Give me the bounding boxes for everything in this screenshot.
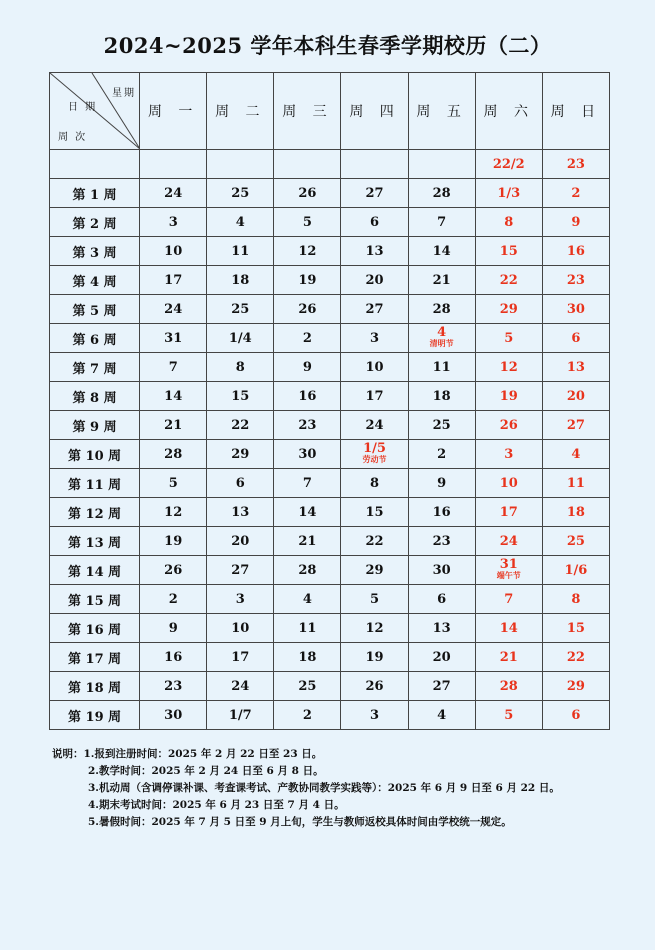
date-cell: 3	[341, 701, 408, 730]
date-cell: 17	[475, 498, 542, 527]
day-header-fri: 周 五	[408, 73, 475, 150]
date-cell: 20	[207, 527, 274, 556]
date-cell: 22	[341, 527, 408, 556]
date-cell: 27	[408, 672, 475, 701]
date-cell: 20	[542, 382, 609, 411]
date-cell	[475, 556, 542, 585]
week-label: 第 9 周	[50, 411, 140, 440]
date-cell: 1/3	[475, 179, 542, 208]
date-cell: 26	[475, 411, 542, 440]
date-cell: 17	[140, 266, 207, 295]
date-cell: 2	[274, 324, 341, 353]
date-cell: 16	[542, 237, 609, 266]
week-row	[50, 498, 610, 527]
week-row	[50, 440, 610, 469]
date-cell: 12	[341, 614, 408, 643]
date-value: 4	[437, 325, 447, 340]
date-cell	[341, 150, 408, 179]
week-row	[50, 672, 610, 701]
note-item-4: 4.期末考试时间：2025 年 6 月 23 日至 7 月 4 日。	[88, 799, 345, 811]
week-row	[50, 353, 610, 382]
date-cell: 15	[542, 614, 609, 643]
pre-week-label	[50, 150, 140, 179]
date-cell: 31	[140, 324, 207, 353]
week-label: 第 2 周	[50, 208, 140, 237]
date-cell: 6	[542, 701, 609, 730]
date-cell: 26	[274, 295, 341, 324]
date-cell: 20	[341, 266, 408, 295]
page-title: 2024~2025 学年本科生春季学期校历（二）	[103, 33, 552, 58]
date-cell: 5	[140, 469, 207, 498]
date-cell: 10	[341, 353, 408, 382]
date-cell: 10	[475, 469, 542, 498]
calendar-table	[49, 72, 610, 730]
date-cell: 6	[408, 585, 475, 614]
date-cell: 6	[341, 208, 408, 237]
date-cell: 25	[408, 411, 475, 440]
week-label: 第 15 周	[50, 585, 140, 614]
date-cell: 24	[207, 672, 274, 701]
date-cell: 2	[542, 179, 609, 208]
date-cell: 11	[274, 614, 341, 643]
date-cell: 28	[475, 672, 542, 701]
date-cell	[341, 440, 408, 469]
week-row	[50, 469, 610, 498]
date-cell: 3	[341, 324, 408, 353]
date-cell: 3	[207, 585, 274, 614]
date-value: 31	[499, 557, 518, 572]
week-label: 第 13 周	[50, 527, 140, 556]
date-cell: 23	[274, 411, 341, 440]
holiday-label: 清明节	[429, 338, 454, 348]
date-cell: 14	[274, 498, 341, 527]
date-cell: 8	[341, 469, 408, 498]
date-cell: 17	[341, 382, 408, 411]
date-cell: 2	[408, 440, 475, 469]
date-cell: 25	[207, 295, 274, 324]
date-cell: 2	[140, 585, 207, 614]
holiday-label: 端午节	[496, 570, 521, 580]
date-cell: 18	[542, 498, 609, 527]
week-row	[50, 266, 610, 295]
week-label: 第 1 周	[50, 179, 140, 208]
date-cell: 14	[408, 237, 475, 266]
date-cell: 30	[140, 701, 207, 730]
date-cell: 15	[207, 382, 274, 411]
date-cell: 30	[408, 556, 475, 585]
date-cell: 10	[140, 237, 207, 266]
pre-week-row	[50, 150, 610, 179]
date-cell: 29	[542, 672, 609, 701]
date-cell: 30	[542, 295, 609, 324]
week-label: 第 8 周	[50, 382, 140, 411]
date-cell: 21	[274, 527, 341, 556]
week-row	[50, 237, 610, 266]
week-label: 第 12 周	[50, 498, 140, 527]
date-cell: 4	[408, 701, 475, 730]
week-row	[50, 556, 610, 585]
week-row	[50, 324, 610, 353]
date-cell: 13	[408, 614, 475, 643]
corner-header-cell	[50, 73, 140, 150]
date-cell: 8	[542, 585, 609, 614]
week-row	[50, 179, 610, 208]
date-cell: 21	[475, 643, 542, 672]
week-label: 第 10 周	[50, 440, 140, 469]
date-cell: 1/7	[207, 701, 274, 730]
date-cell: 3	[140, 208, 207, 237]
date-cell	[408, 150, 475, 179]
date-cell: 7	[274, 469, 341, 498]
date-cell: 30	[274, 440, 341, 469]
weeks-body	[50, 179, 610, 730]
date-cell: 1/6	[542, 556, 609, 585]
week-row	[50, 643, 610, 672]
date-cell: 9	[140, 614, 207, 643]
week-row	[50, 701, 610, 730]
week-row	[50, 614, 610, 643]
week-row	[50, 411, 610, 440]
week-row	[50, 382, 610, 411]
date-cell: 28	[140, 440, 207, 469]
date-cell: 13	[542, 353, 609, 382]
date-cell: 5	[475, 701, 542, 730]
date-cell: 27	[542, 411, 609, 440]
date-cell: 29	[207, 440, 274, 469]
date-cell: 9	[542, 208, 609, 237]
week-row	[50, 527, 610, 556]
day-header-sat: 周 六	[475, 73, 542, 150]
date-cell: 27	[207, 556, 274, 585]
week-label: 第 16 周	[50, 614, 140, 643]
date-cell: 11	[207, 237, 274, 266]
header-row	[50, 73, 610, 150]
week-label: 第 17 周	[50, 643, 140, 672]
date-cell: 18	[408, 382, 475, 411]
date-cell: 5	[475, 324, 542, 353]
date-cell: 24	[341, 411, 408, 440]
date-cell: 4	[274, 585, 341, 614]
date-cell: 16	[274, 382, 341, 411]
week-row	[50, 295, 610, 324]
date-cell: 14	[140, 382, 207, 411]
day-header-thu: 周 四	[341, 73, 408, 150]
week-label: 第 19 周	[50, 701, 140, 730]
date-cell	[207, 150, 274, 179]
date-cell: 25	[207, 179, 274, 208]
date-cell: 26	[341, 672, 408, 701]
date-cell: 5	[274, 208, 341, 237]
note-item-2: 2.教学时间：2025 年 2 月 24 日至 6 月 8 日。	[88, 765, 324, 777]
week-label: 第 3 周	[50, 237, 140, 266]
notes-prefix: 说明：	[52, 748, 84, 760]
date-cell: 28	[408, 295, 475, 324]
date-cell: 15	[341, 498, 408, 527]
date-cell: 25	[274, 672, 341, 701]
date-cell: 19	[140, 527, 207, 556]
date-cell: 18	[274, 643, 341, 672]
week-label: 第 11 周	[50, 469, 140, 498]
date-cell: 24	[140, 295, 207, 324]
date-cell: 10	[207, 614, 274, 643]
date-cell: 12	[274, 237, 341, 266]
date-cell: 12	[475, 353, 542, 382]
date-cell: 9	[408, 469, 475, 498]
date-cell: 17	[207, 643, 274, 672]
date-cell: 23	[542, 266, 609, 295]
date-cell: 29	[475, 295, 542, 324]
date-cell	[274, 150, 341, 179]
day-header-tue: 周 二	[207, 73, 274, 150]
date-cell	[140, 150, 207, 179]
date-value: 1/5	[363, 441, 386, 456]
date-cell: 4	[542, 440, 609, 469]
week-label: 第 18 周	[50, 672, 140, 701]
note-item-3: 3.机动周（含调停课补课、考查课考试、产教协同教学实践等）：2025 年 6 月 9 日至 6 月 22 日。	[88, 782, 560, 794]
date-cell: 9	[274, 353, 341, 382]
week-row	[50, 585, 610, 614]
date-cell: 22	[542, 643, 609, 672]
date-cell: 27	[341, 179, 408, 208]
date-cell: 20	[408, 643, 475, 672]
date-cell: 23	[542, 150, 609, 179]
date-cell: 22/2	[475, 150, 542, 179]
date-cell: 13	[341, 237, 408, 266]
corner-date-label: 日 期	[68, 102, 98, 113]
date-cell	[408, 324, 475, 353]
date-cell: 25	[542, 527, 609, 556]
date-cell: 24	[140, 179, 207, 208]
date-cell: 11	[542, 469, 609, 498]
notes-section	[52, 746, 632, 831]
date-cell: 15	[475, 237, 542, 266]
date-cell: 6	[207, 469, 274, 498]
date-cell: 26	[140, 556, 207, 585]
date-cell: 7	[140, 353, 207, 382]
week-label: 第 6 周	[50, 324, 140, 353]
date-cell: 16	[408, 498, 475, 527]
week-label: 第 4 周	[50, 266, 140, 295]
week-label: 第 5 周	[50, 295, 140, 324]
note-item-5: 5.暑假时间：2025 年 7 月 5 日至 9 月上旬，学生与教师返校具体时间由学校统一规定。	[88, 816, 512, 828]
date-cell: 8	[207, 353, 274, 382]
date-cell: 19	[274, 266, 341, 295]
date-cell: 12	[140, 498, 207, 527]
date-cell: 18	[207, 266, 274, 295]
date-cell: 6	[542, 324, 609, 353]
date-cell: 19	[341, 643, 408, 672]
date-cell: 7	[408, 208, 475, 237]
date-cell: 7	[475, 585, 542, 614]
corner-week-label: 周 次	[58, 132, 88, 143]
corner-weekday-label: 星期	[112, 88, 136, 99]
date-cell: 26	[274, 179, 341, 208]
date-cell: 14	[475, 614, 542, 643]
date-cell: 4	[207, 208, 274, 237]
date-cell: 21	[140, 411, 207, 440]
day-header-mon: 周 一	[140, 73, 207, 150]
note-item-1: 1.报到注册时间：2025 年 2 月 22 日至 23 日。	[83, 748, 323, 760]
date-cell: 22	[475, 266, 542, 295]
date-cell: 1/4	[207, 324, 274, 353]
date-cell: 5	[341, 585, 408, 614]
date-cell: 24	[475, 527, 542, 556]
week-label: 第 14 周	[50, 556, 140, 585]
date-cell: 23	[140, 672, 207, 701]
week-label: 第 7 周	[50, 353, 140, 382]
date-cell: 16	[140, 643, 207, 672]
date-cell: 3	[475, 440, 542, 469]
date-cell: 27	[341, 295, 408, 324]
date-cell: 11	[408, 353, 475, 382]
date-cell: 29	[341, 556, 408, 585]
date-cell: 8	[475, 208, 542, 237]
date-cell: 21	[408, 266, 475, 295]
date-cell: 2	[274, 701, 341, 730]
day-header-wed: 周 三	[274, 73, 341, 150]
date-cell: 28	[408, 179, 475, 208]
date-cell: 28	[274, 556, 341, 585]
date-cell: 22	[207, 411, 274, 440]
date-cell: 23	[408, 527, 475, 556]
date-cell: 13	[207, 498, 274, 527]
week-row	[50, 208, 610, 237]
date-cell: 19	[475, 382, 542, 411]
holiday-label: 劳动节	[362, 454, 387, 464]
day-header-sun: 周 日	[542, 73, 609, 150]
